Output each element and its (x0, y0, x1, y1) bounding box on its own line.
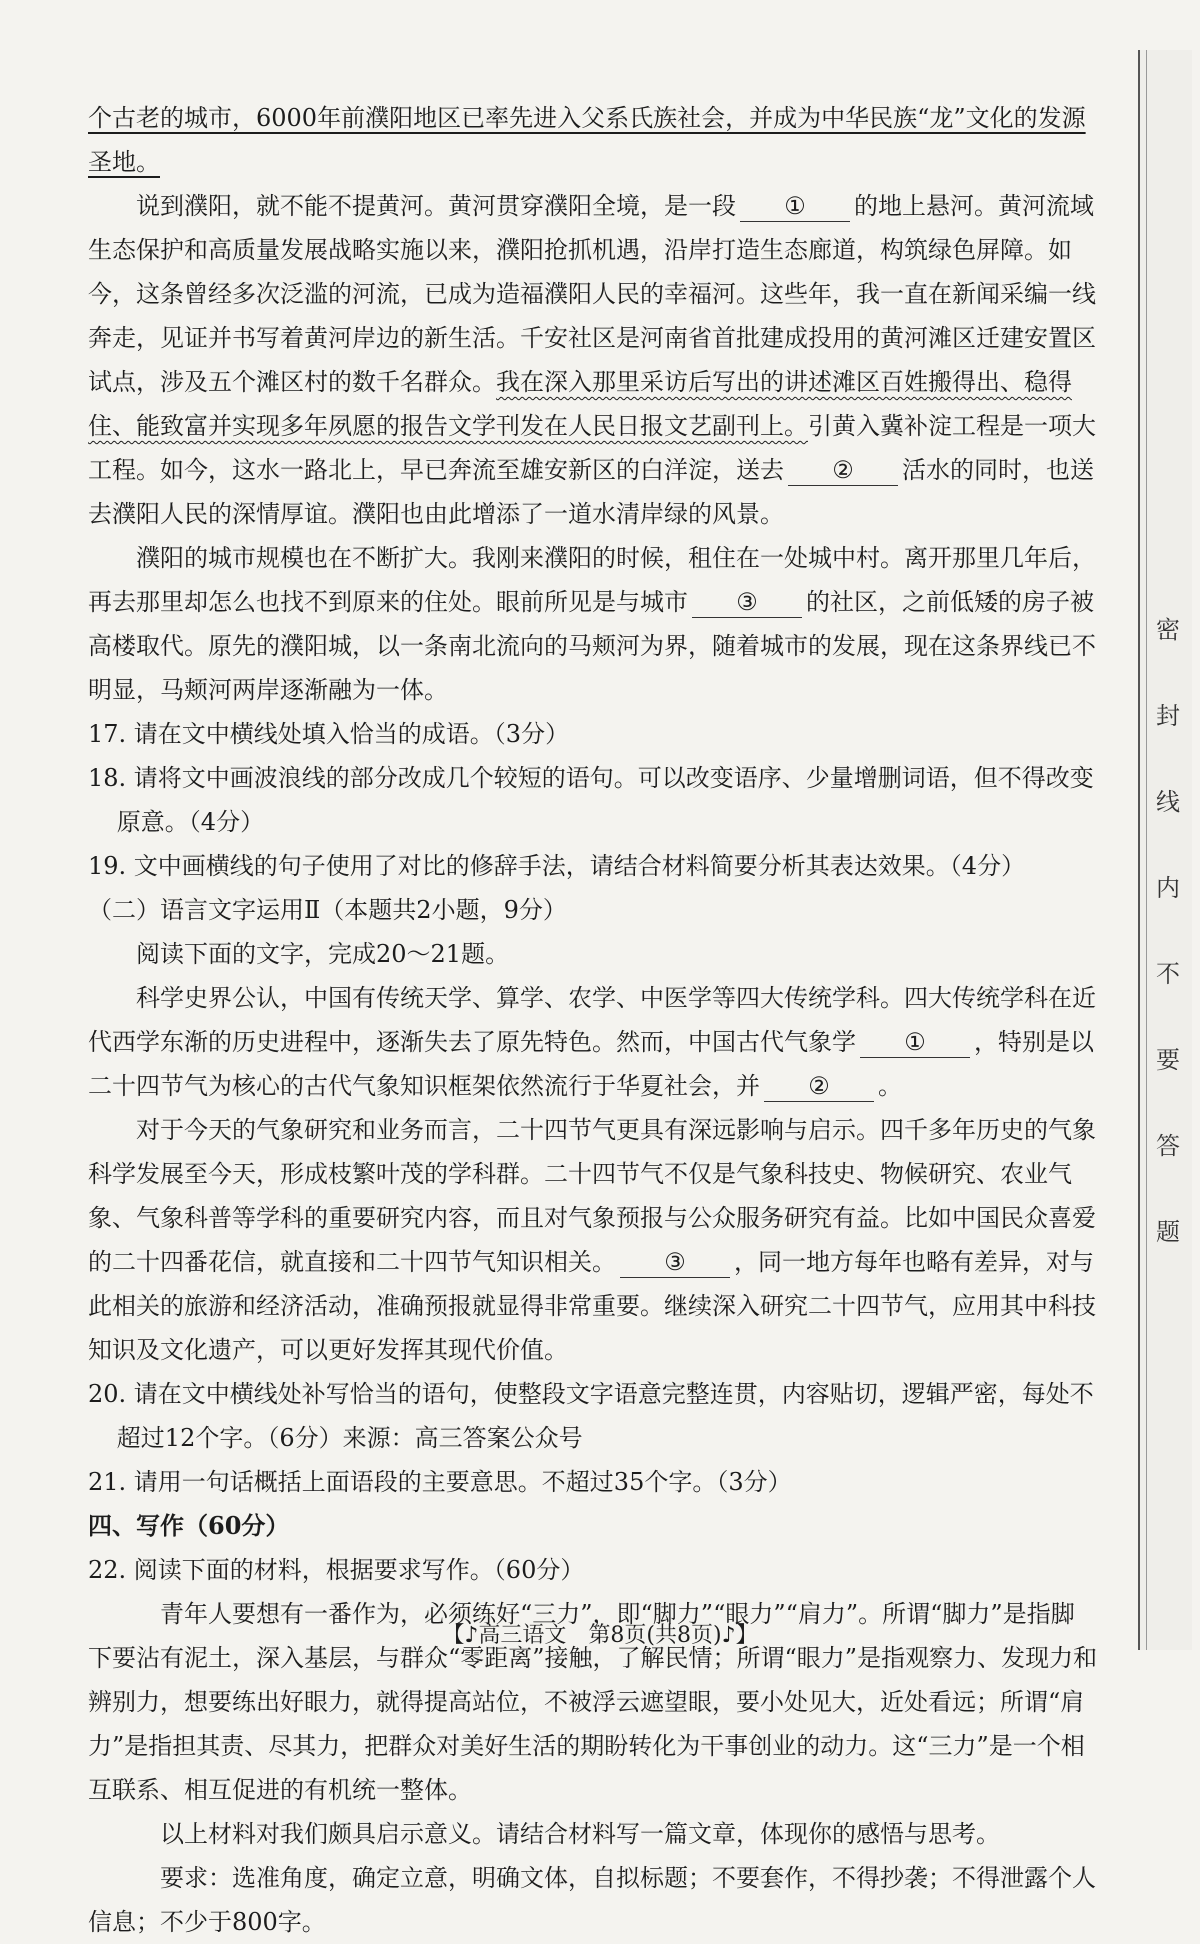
page-content (88, 96, 1098, 1944)
question-18: 18. 请将文中画波浪线的部分改成几个较短的语句。可以改变语序、少量增删词语，但不得改变原意。（4分） (88, 764, 1094, 836)
question-19: 19. 文中画横线的句子使用了对比的修辞手法，请结合材料简要分析其表达效果。（4分） (88, 852, 1026, 880)
seal-line-text (1154, 610, 1182, 1298)
blank-1: ① (740, 191, 850, 222)
text-segment: 对于今天的气象研究和业务而言，二十四节气更具有深远影响与启示。四千多年历史的气象科学发展至今天，形成枝繁叶茂的学科群。二十四节气不仅是气象科技史、物候研究、农业气象、气象科普等学科的重要研究内容，而且对气象预报与公众服务研究有益。比如中国民众喜爱的二十四番花信，就直接和二十四节气知识相关。 (88, 1116, 1096, 1276)
paragraph-city-scale (88, 536, 1098, 712)
text-segment: 。 (878, 1072, 902, 1100)
writing-material: 青年人要想有一番作为，必须练好“三力”，即“脚力”“眼力”“肩力”。所谓“脚力”是指脚下要沾有泥土，深入基层，与群众“零距离”接触，了解民情；所谓“眼力”是指观察力、发现力和辨别力，想要练出好眼力，就得提高站位，不被浮云遮望眼，要小处见大，近处看远；所谓“肩力”是指担其责、尽其力，把群众对美好生活的期盼转化为干事创业的动力。这“三力”是一个相互联系、相互促进的有机统一整体。 (88, 1600, 1098, 1804)
writing-task: 以上材料对我们颇具启示意义。请结合材料写一篇文章，体现你的感悟与思考。 (160, 1820, 1000, 1848)
question-21: 21. 请用一句话概括上面语段的主要意思。不超过35个字。（3分） (88, 1468, 792, 1496)
reading-instruction: 阅读下面的文字，完成20～21题。 (136, 940, 510, 968)
text-segment: ，特别是以二十四节气为核心的古代气象知识框架依然流行于华夏社会，并 (88, 1028, 1094, 1100)
paragraph-continuation (88, 96, 1098, 184)
paragraph-solar-terms (88, 1108, 1098, 1372)
text-segment: 说到濮阳，就不能不提黄河。黄河贯穿濮阳全境，是一段 (136, 192, 736, 220)
text-segment: 濮阳的城市规模也在不断扩大。我刚来濮阳的时候，租住在一处城中村。离开那里几年后，再去那里却怎么也找不到原来的住处。眼前所见是与城市 (88, 544, 1096, 616)
blank-20-1: ① (860, 1027, 970, 1058)
question-22: 22. 阅读下面的材料，根据要求写作。（60分） (88, 1556, 585, 1584)
text-segment: ，同一地方每年也略有差异，对与此相关的旅游和经济活动，准确预报就显得非常重要。继续深入研究二十四节气，应用其中科技知识及文化遗产，可以更好发挥其现代价值。 (88, 1248, 1096, 1364)
section-heading-writing: 四、写作（60分） (88, 1511, 290, 1540)
question-17: 17. 请在文中横线处填入恰当的成语。（3分） (88, 720, 570, 748)
text-segment: 引黄入冀补淀工程是一项大工程。如今，这水一路北上，早已奔流至雄安新区的白洋淀，送去 (88, 412, 1096, 484)
text-segment: 的地上悬河。黄河流域生态保护和高质量发展战略实施以来，濮阳抢抓机遇，沿岸打造生态廊道，构筑绿色屏障。如今，这条曾经多次泛滥的河流，已成为造福濮阳人民的幸福河。这些年，我一直在新闻采编一线奔走，见证并书写着黄河岸边的新生活。千安社区是河南省首批建成投用的黄河滩区迁建安置区试点，涉及五个滩区村的数千名群众。 (88, 192, 1096, 396)
page-footer: 【♪高三语文 第8页(共8页)♪】 (442, 1623, 758, 1648)
seal-char: 内 (1156, 874, 1180, 902)
text-segment: 科学史界公认，中国有传统天学、算学、农学、中医学等四大传统学科。四大传统学科在近代西学东渐的历史进程中，逐渐失去了原先特色。然而，中国古代气象学 (88, 984, 1096, 1056)
section-heading-2: （二）语言文字运用Ⅱ（本题共2小题，9分） (88, 896, 567, 924)
question-20: 20. 请在文中横线处补写恰当的语句，使整段文字语意完整连贯，内容贴切，逻辑严密，每处不超过12个字。（6分）来源：高三答案公众号 (88, 1380, 1094, 1452)
paragraph-yellow-river (88, 184, 1098, 536)
blank-20-3: ③ (620, 1247, 730, 1278)
blank-3: ③ (692, 587, 802, 618)
seal-char: 密 (1156, 616, 1180, 644)
seal-char: 要 (1156, 1046, 1180, 1074)
blank-20-2: ② (764, 1071, 874, 1102)
seal-char: 题 (1156, 1218, 1180, 1246)
text-segment: 的社区，之前低矮的房子被高楼取代。原先的濮阳城，以一条南北流向的马颊河为界，随着城市的发展，现在这条界线已不明显，马颊河两岸逐渐融为一体。 (88, 588, 1096, 704)
paragraph-science-history (88, 976, 1098, 1108)
writing-requirements: 要求：选准角度，确定立意，明确文体，自拟标题；不要套作，不得抄袭；不得泄露个人信息；不少于800字。 (88, 1864, 1096, 1936)
wavy-underlined-sentence: 我在深入那里采访后写出的讲述滩区百姓搬得出、稳得住、能致富并实现多年夙愿的报告文学刊发在人民日报文艺副刊上。 (88, 368, 1072, 440)
seal-char: 封 (1156, 702, 1180, 730)
seal-line-strip (1138, 50, 1192, 1650)
blank-2: ② (788, 455, 898, 486)
seal-char: 不 (1156, 960, 1180, 988)
text-segment: 活水的同时，也送去濮阳人民的深情厚谊。濮阳也由此增添了一道水清岸绿的风景。 (88, 456, 1094, 528)
seal-char: 答 (1156, 1132, 1180, 1160)
underlined-sentence: 个古老的城市，6000年前濮阳地区已率先进入父系氏族社会，并成为中华民族“龙”文化的发源圣地。 (88, 104, 1086, 176)
seal-char: 线 (1156, 788, 1180, 816)
